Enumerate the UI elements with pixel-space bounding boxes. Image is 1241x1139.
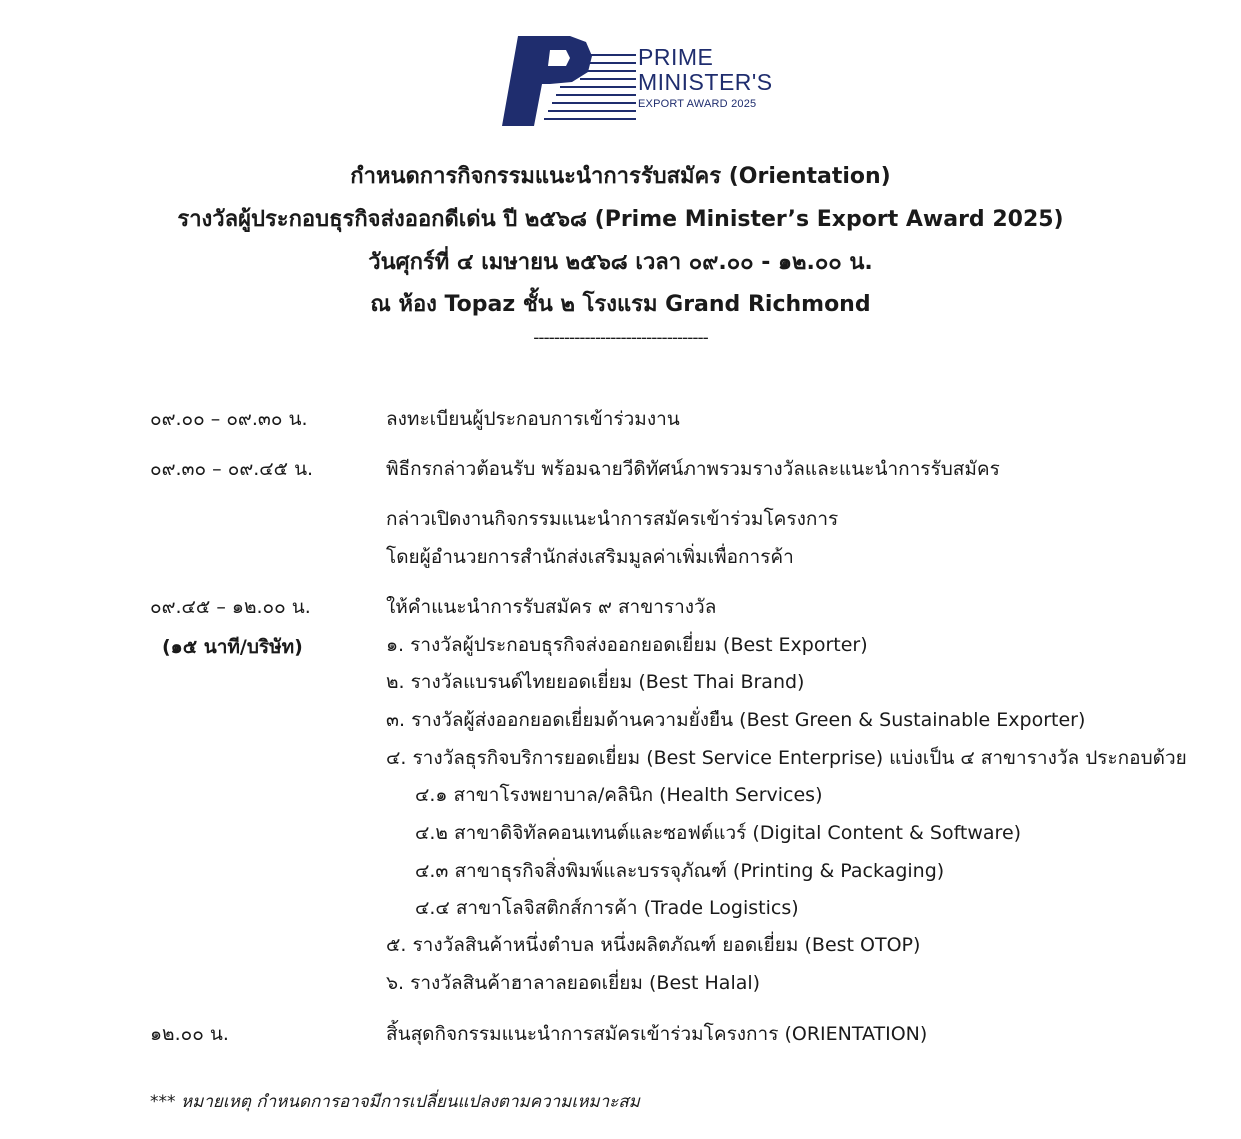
schedule-desc-4: สิ้นสุดกิจกรรมแนะนำการสมัครเข้าร่วมโครงการ (ORIENTATION) [386,1023,928,1045]
award-item-2: ๒. รางวัลแบรนด์ไทยยอดเยี่ยม (Best Thai Brand) [386,671,805,693]
logo-line-3: EXPORT AWARD 2025 [638,98,757,110]
award-subitem-4-1: ๔.๑ สาขาโรงพยาบาล/คลินิก (Health Services) [415,784,823,806]
schedule-time-1: ๐๙.๐๐ – ๐๙.๓๐ น. [150,408,308,430]
schedule-desc-3: ให้คำแนะนำการรับสมัคร ๙ สาขารางวัล [386,596,717,618]
logo-line-2: MINISTER'S [638,69,773,95]
schedule-time-3: ๐๙.๔๕ – ๑๒.๐๐ น. [150,596,311,618]
schedule-time-4: ๑๒.๐๐ น. [150,1023,229,1045]
award-subitem-4-2: ๔.๒ สาขาดิจิทัลคอนเทนต์และซอฟต์แวร์ (Digital Content & Software) [415,822,1022,844]
schedule-desc-2c: โดยผู้อำนวยการสำนักส่งเสริมมูลค่าเพิ่มเพื่อการค้า [386,546,794,568]
award-subitem-4-4: ๔.๔ สาขาโลจิสติกส์การค้า (Trade Logistics) [415,897,799,919]
award-item-6: ๖. รางวัลสินค้าฮาลาลยอดเยี่ยม (Best Halal) [386,972,761,994]
award-item-4: ๔. รางวัลธุรกิจบริการยอดเยี่ยม (Best Service Enterprise) แบ่งเป็น ๔ สาขารางวัล ประกอบด้วย [386,747,1187,769]
logo-line-1: PRIME [638,44,714,70]
award-name: รางวัลผู้ประกอบธุรกิจส่งออกดีเด่น ปี ๒๕๖๘ (Prime Minister’s Export Award 2025) [177,207,1064,232]
pm-letters-icon [500,34,640,128]
award-subitem-4-3: ๔.๓ สาขาธุรกิจสิ่งพิมพ์และบรรจุภัณฑ์ (Printing & Packaging) [415,860,945,882]
event-date-time: วันศุกร์ที่ ๔ เมษายน ๒๕๖๘ เวลา ๐๙.๐๐ - ๑๒.๐๐ น. [368,250,873,275]
title-divider: ---------------------------------- [533,328,708,348]
footnote: *** หมายเหตุ กำหนดการอาจมีการเปลี่ยนแปลงตามความเหมาะสม [150,1092,640,1112]
award-item-5: ๕. รางวัลสินค้าหนึ่งตำบล หนึ่งผลิตภัณฑ์ ยอดเยี่ยม (Best OTOP) [386,934,921,956]
award-item-3: ๓. รางวัลผู้ส่งออกยอดเยี่ยมด้านความยั่งยืน (Best Green & Sustainable Exporter) [386,709,1086,731]
schedule-desc-2b: กล่าวเปิดงานกิจกรรมแนะนำการสมัครเข้าร่วมโครงการ [386,508,839,530]
award-item-1: ๑. รางวัลผู้ประกอบธุรกิจส่งออกยอดเยี่ยม (Best Exporter) [386,634,868,656]
logo-text [638,46,773,110]
prime-minister-export-award-logo [500,34,795,128]
schedule-desc-1: ลงทะเบียนผู้ประกอบการเข้าร่วมงาน [386,408,680,430]
schedule-time-2: ๐๙.๓๐ – ๐๙.๔๕ น. [150,458,314,480]
doc-title: กำหนดการกิจกรรมแนะนำการรับสมัคร (Orientation) [350,164,891,189]
event-venue: ณ ห้อง Topaz ชั้น ๒ โรงแรม Grand Richmond [370,292,871,317]
schedule-desc-2: พิธีกรกล่าวต้อนรับ พร้อมฉายวีดิทัศน์ภาพรวมรางวัลและแนะนำการรับสมัคร [386,458,1000,480]
schedule-duration-note: (๑๕ นาที/บริษัท) [162,636,303,658]
